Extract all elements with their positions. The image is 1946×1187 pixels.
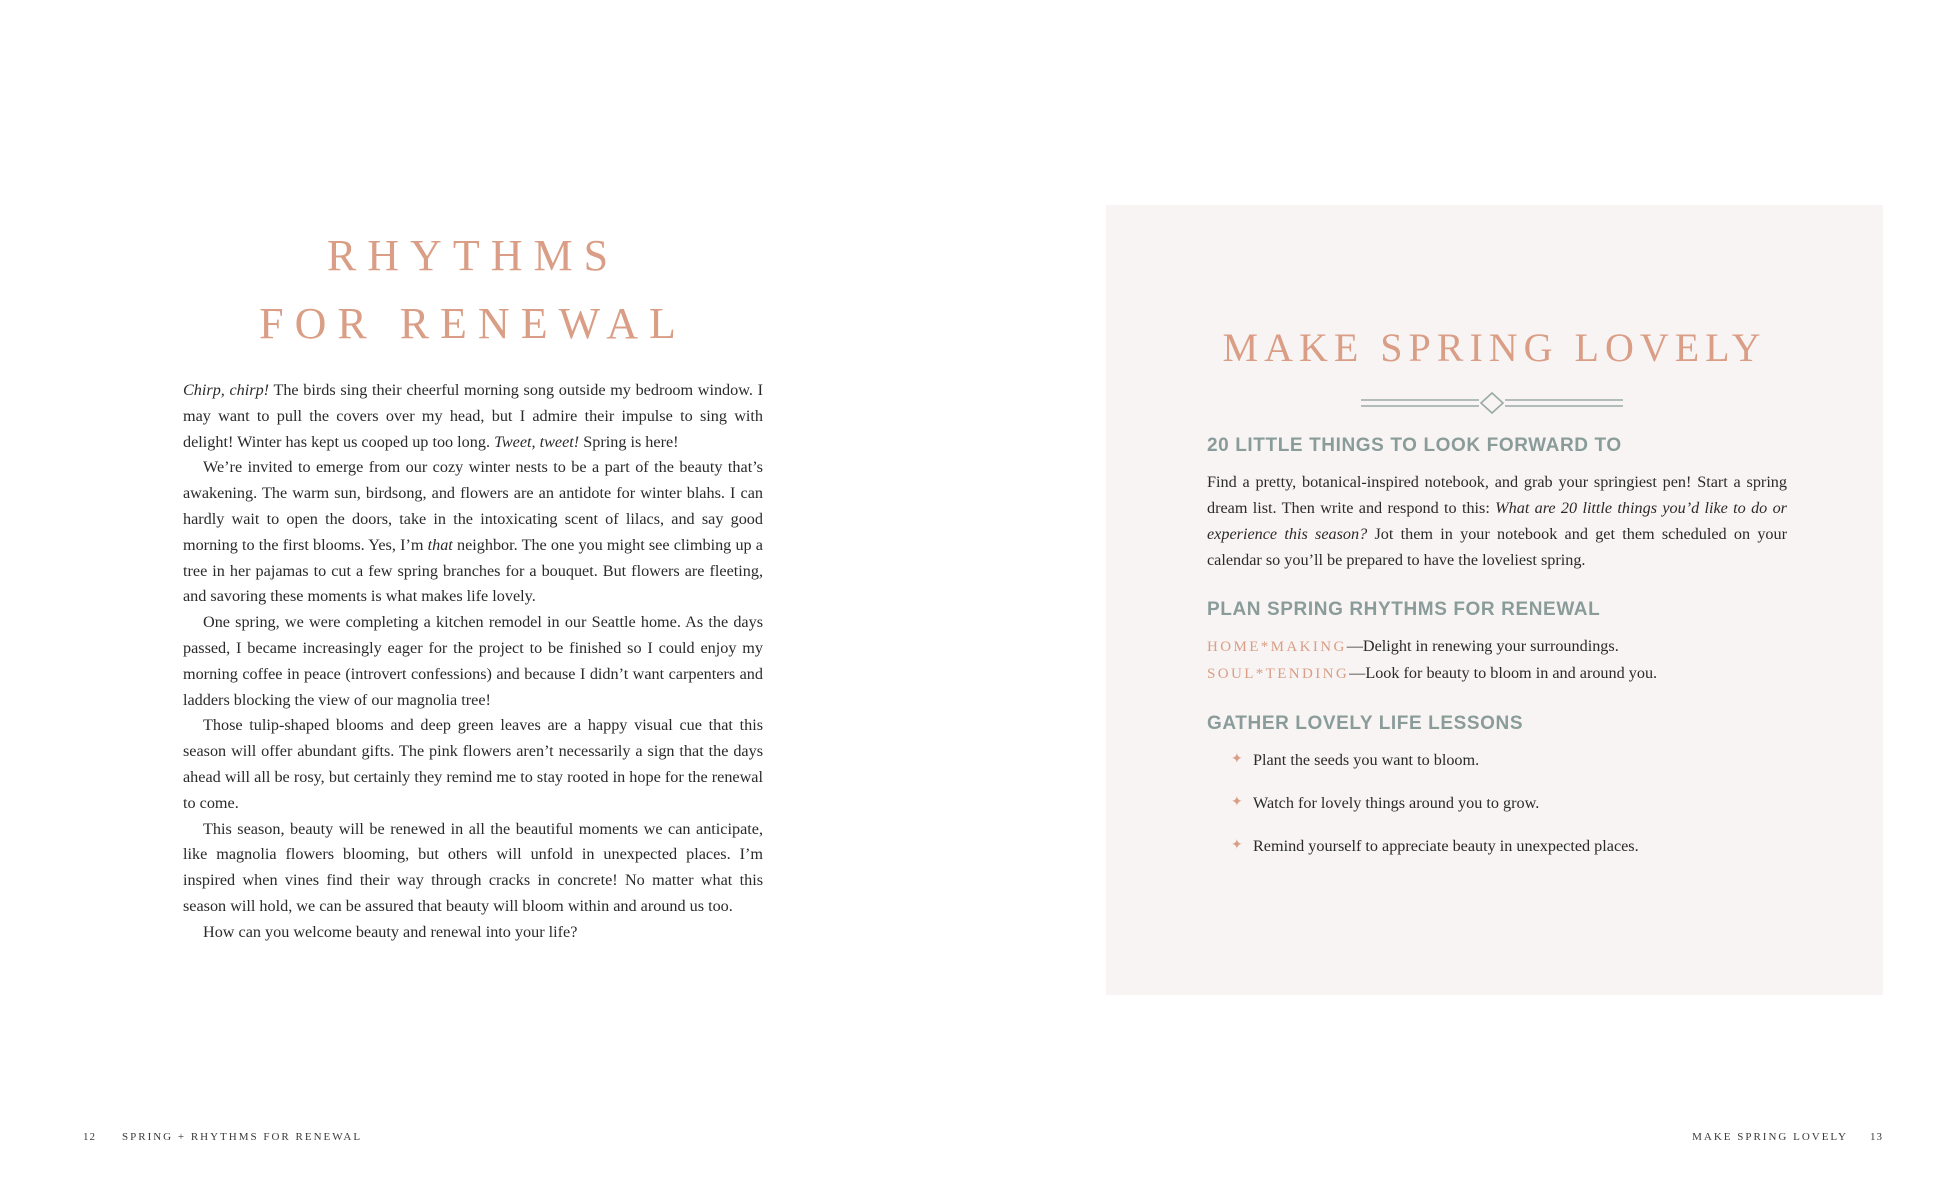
list-item-text: Remind yourself to appreciate beauty in unexpected places. [1253,837,1639,855]
list-item [1207,747,1787,773]
sparkle-bullet-icon: ✦ [1231,752,1243,767]
body-text [183,378,763,946]
section-life-lessons [1207,713,1787,859]
panel-title: MAKE SPRING LOVELY [1222,325,1767,370]
section-heading: 20 LITTLE THINGS TO LOOK FORWARD TO [1207,435,1622,456]
section-text: Find a pretty, botanical-inspired notebook, and grab your springiest pen! Start a spring dream list. Then write and respond to this: [1207,473,1787,517]
section-rhythms [1207,599,1787,687]
chapter-title-line-1: RHYTHMS [326,231,620,280]
page-number: 12 [83,1131,96,1143]
section-heading: PLAN SPRING RHYTHMS FOR RENEWAL [1207,599,1601,620]
section-text: Jot them in your notebook and get them scheduled on your calendar so you’ll be prepared to have the loveliest spring. [1207,525,1788,569]
paragraph-1 [183,378,763,455]
paragraph-text: neighbor. The one you might see climbing up a tree in her pajamas to cut a few spring branches for a bouquet. But flowers are fleeting, and savoring these moments is what makes life lovely. [183,535,763,606]
section-body [1207,469,1787,573]
rhythm-text: —Look for beauty to bloom in and around you. [1349,664,1658,682]
paragraph-5: This season, beauty will be renewed in all the beautiful moments we can anticipate, like magnolia flowers blooming, but others will unfold in unexpected places. I’m inspired when vines find their way through cracks in concrete! No matter what this season will hold, we can be assured that beauty will bloom within and around us too. [183,819,763,915]
paragraph-4: Those tulip-shaped blooms and deep green leaves are a happy visual cue that this season will offer abundant gifts. The pink flowers aren’t necessarily a sign that the days ahead will all be rosy, but certainly they remind me to stay rooted in hope for the renewal to come. [183,716,763,812]
list-item [1207,790,1787,816]
paragraph-text: Spring is here! [579,432,679,451]
paragraph-6: How can you welcome beauty and renewal into your life? [203,922,578,941]
page-number: 13 [1870,1131,1883,1143]
paragraph-text: We’re invited to emerge from our cozy winter nests to be a part of the beauty that’s awakening. The warm sun, birdsong, and flowers are an antidote for winter blahs. I can hardly wait to open the doors, take in the intoxicating scent of lilacs, and say good morning to the first blooms. Yes, I’m [183,458,763,554]
running-head: SPRING + RHYTHMS FOR RENEWAL [122,1131,363,1143]
panel-content [1207,435,1787,885]
italic-phrase: that [427,535,453,554]
section-little-things [1207,435,1787,573]
rhythm-homemaking [1207,633,1787,660]
rhythm-text: —Delight in renewing your surroundings. [1346,637,1619,655]
chapter-title [183,222,763,358]
sparkle-bullet-icon: ✦ [1231,838,1243,853]
right-page [973,0,1946,1187]
sidebar-panel [1106,205,1883,995]
footer-right [1692,1131,1883,1143]
sparkle-bullet-icon: ✦ [1231,795,1243,810]
diamond-divider-icon [1361,391,1623,415]
italic-question: What are 20 little things you’d like to do or experience this season? [1207,499,1787,543]
rhythm-key: HOME*MAKING [1207,639,1347,655]
paragraph-text: The birds sing their cheerful morning song outside my bedroom window. I may want to pull the covers over my head, but I admire their impulse to sing with delight! Winter has kept us cooped up too long. [183,381,763,451]
lessons-list [1207,747,1787,859]
list-item [1207,833,1787,859]
rhythm-soultending [1207,660,1787,687]
footer-left [83,1131,362,1143]
italic-phrase: Tweet, tweet! [494,432,580,451]
list-item-text: Plant the seeds you want to bloom. [1253,751,1480,769]
chapter-title-line-2: FOR RENEWAL [259,299,687,348]
paragraph-2 [183,455,763,610]
italic-lead: Chirp, chirp! [183,381,270,399]
list-item-text: Watch for lovely things around you to grow. [1253,794,1540,812]
rhythm-key: SOUL*TENDING [1207,666,1350,682]
running-head: MAKE SPRING LOVELY [1692,1131,1848,1143]
section-heading: GATHER LOVELY LIFE LESSONS [1207,713,1524,734]
paragraph-3: One spring, we were completing a kitchen remodel in our Seattle home. As the days passed, I became increasingly eager for the project to be finished so I could enjoy my morning coffee in peace (introvert confessions) and because I didn’t want carpenters and ladders blocking the view of our magnolia tree! [183,613,763,709]
